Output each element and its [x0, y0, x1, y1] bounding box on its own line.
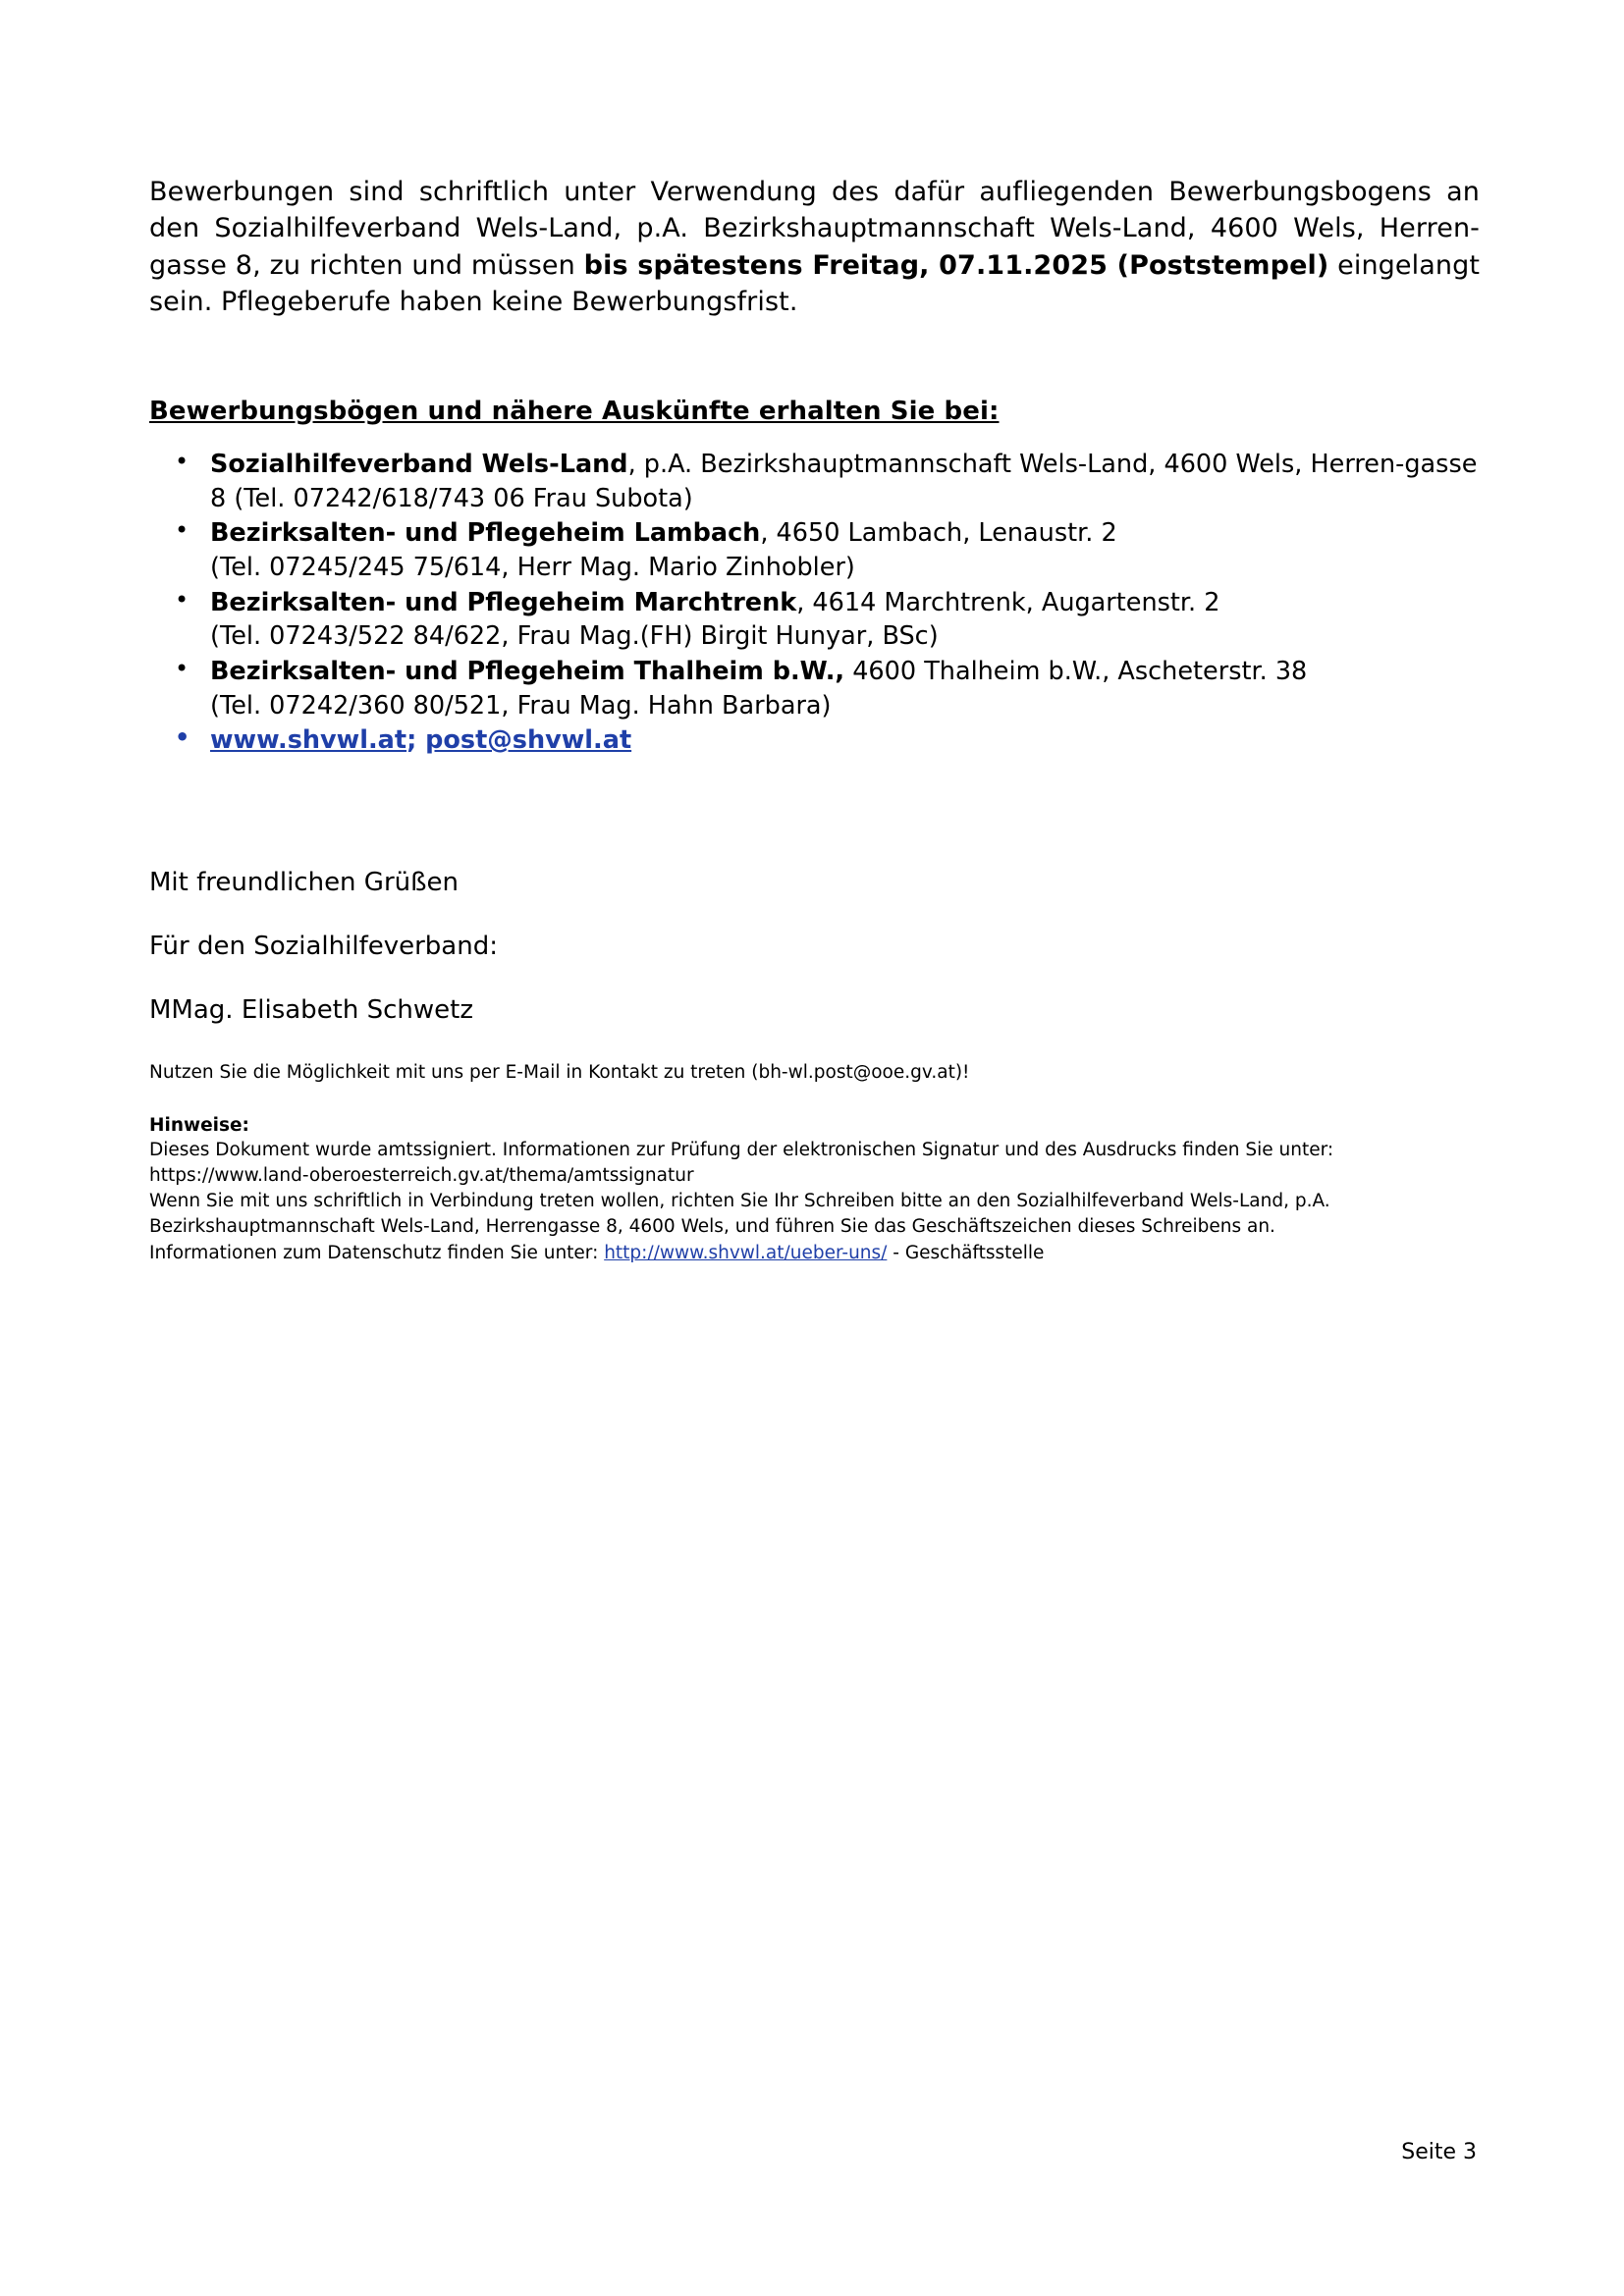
privacy-note-suffix: - Geschäftsstelle	[887, 1242, 1045, 1263]
hinweise-line-2: Wenn Sie mit uns schriftlich in Verbindung treten wollen, richten Sie Ihr Schreiben bitte an den Sozialhilfeverband Wels-Land, p.A. Bezirkshauptmannschaft Wels-Land, Herrengasse 8, 4600 Wels, und führen Sie das Geschäftszeichen dieses Schreibens an.	[149, 1191, 1330, 1238]
link-separator: ;	[406, 725, 426, 756]
section-heading-contacts: Bewerbungsbögen und nähere Auskünfte erhalten Sie bei:	[149, 397, 1000, 426]
privacy-policy-link[interactable]: http://www.shvwl.at/ueber-uns/	[604, 1242, 888, 1263]
email-contact-note: Nutzen Sie die Möglichkeit mit uns per E-Mail in Kontakt zu treten (bh-wl.post@ooe.gv.at)!	[149, 1061, 970, 1083]
contact-phone: (Tel. 07245/245 75/614, Herr Mag. Mario Zinhobler)	[210, 553, 855, 583]
closing-greeting: Mit freundlichen Grüßen	[149, 868, 459, 898]
contact-phone: (Tel. 07242/360 80/521, Frau Mag. Hahn Barbara)	[210, 690, 832, 721]
page-content	[149, 147, 1480, 1266]
contact-name: Bezirksalten- und Pflegeheim Lambach	[210, 518, 761, 549]
contact-details: , 4614 Marchtrenk, Augartenstr. 2	[796, 587, 1220, 617]
email-link[interactable]: post@shvwl.at	[425, 725, 632, 756]
contact-name: Bezirksalten- und Pflegeheim Thalheim b.W.,	[210, 657, 845, 687]
list-item	[149, 516, 1480, 584]
contact-details: , p.A. Bezirkshauptmannschaft Wels-Land, 4600 Wels, Herren-gasse 8 (Tel. 07242/618/743 06 Frau Subota)	[210, 450, 1478, 513]
application-deadline: bis spätestens Freitag, 07.11.2025 (Poststempel)	[583, 249, 1329, 281]
list-item	[149, 586, 1480, 654]
contact-details: , 4650 Lambach, Lenaustr. 2	[760, 518, 1117, 549]
contact-name: Sozialhilfeverband Wels-Land	[210, 450, 628, 479]
hinweise-line-1: Dieses Dokument wurde amtssigniert. Informationen zur Prüfung der elektronischen Signatur und des Ausdrucks finden Sie unter: https://www.land-oberoesterreich.gv.at/thema/amtssignatur	[149, 1139, 1334, 1186]
contact-details: 4600 Thalheim b.W., Ascheterstr. 38	[844, 657, 1308, 687]
privacy-note-prefix: Informationen zum Datenschutz finden Sie unter:	[149, 1242, 605, 1263]
intro-text-part2: eingelangt sein. Pflegeberufe haben keine Bewerbungsfrist.	[149, 249, 1481, 317]
page-number: Seite 3	[1401, 2140, 1477, 2164]
hinweise-body	[149, 1138, 1480, 1266]
closing-signer: MMag. Elisabeth Schwetz	[149, 995, 474, 1026]
closing-organisation: Für den Sozialhilfeverband:	[149, 932, 498, 962]
intro-text-part1: Bewerbungen sind schriftlich unter Verwendung des dafür aufliegenden Bewerbungsbogens an den Sozialhilfeverband Wels-Land, p.A. Bezirkshauptmannschaft Wels-Land, 4600 Wels, Herren-gasse 8, zu richten und müssen	[149, 177, 1480, 281]
hinweise-heading: Hinweise:	[149, 1114, 249, 1136]
contact-list	[149, 448, 1480, 758]
closing-block	[149, 868, 1480, 1027]
contact-phone: (Tel. 07243/522 84/622, Frau Mag.(FH) Birgit Hunyar, BSc)	[210, 621, 939, 652]
list-item-links	[149, 723, 1480, 758]
list-item	[149, 655, 1480, 722]
contact-name: Bezirksalten- und Pflegeheim Marchtrenk	[210, 587, 797, 617]
website-link[interactable]: www.shvwl.at	[210, 725, 407, 756]
hinweise-line-3	[149, 1241, 1480, 1266]
intro-paragraph	[149, 174, 1480, 320]
list-item	[149, 448, 1480, 515]
